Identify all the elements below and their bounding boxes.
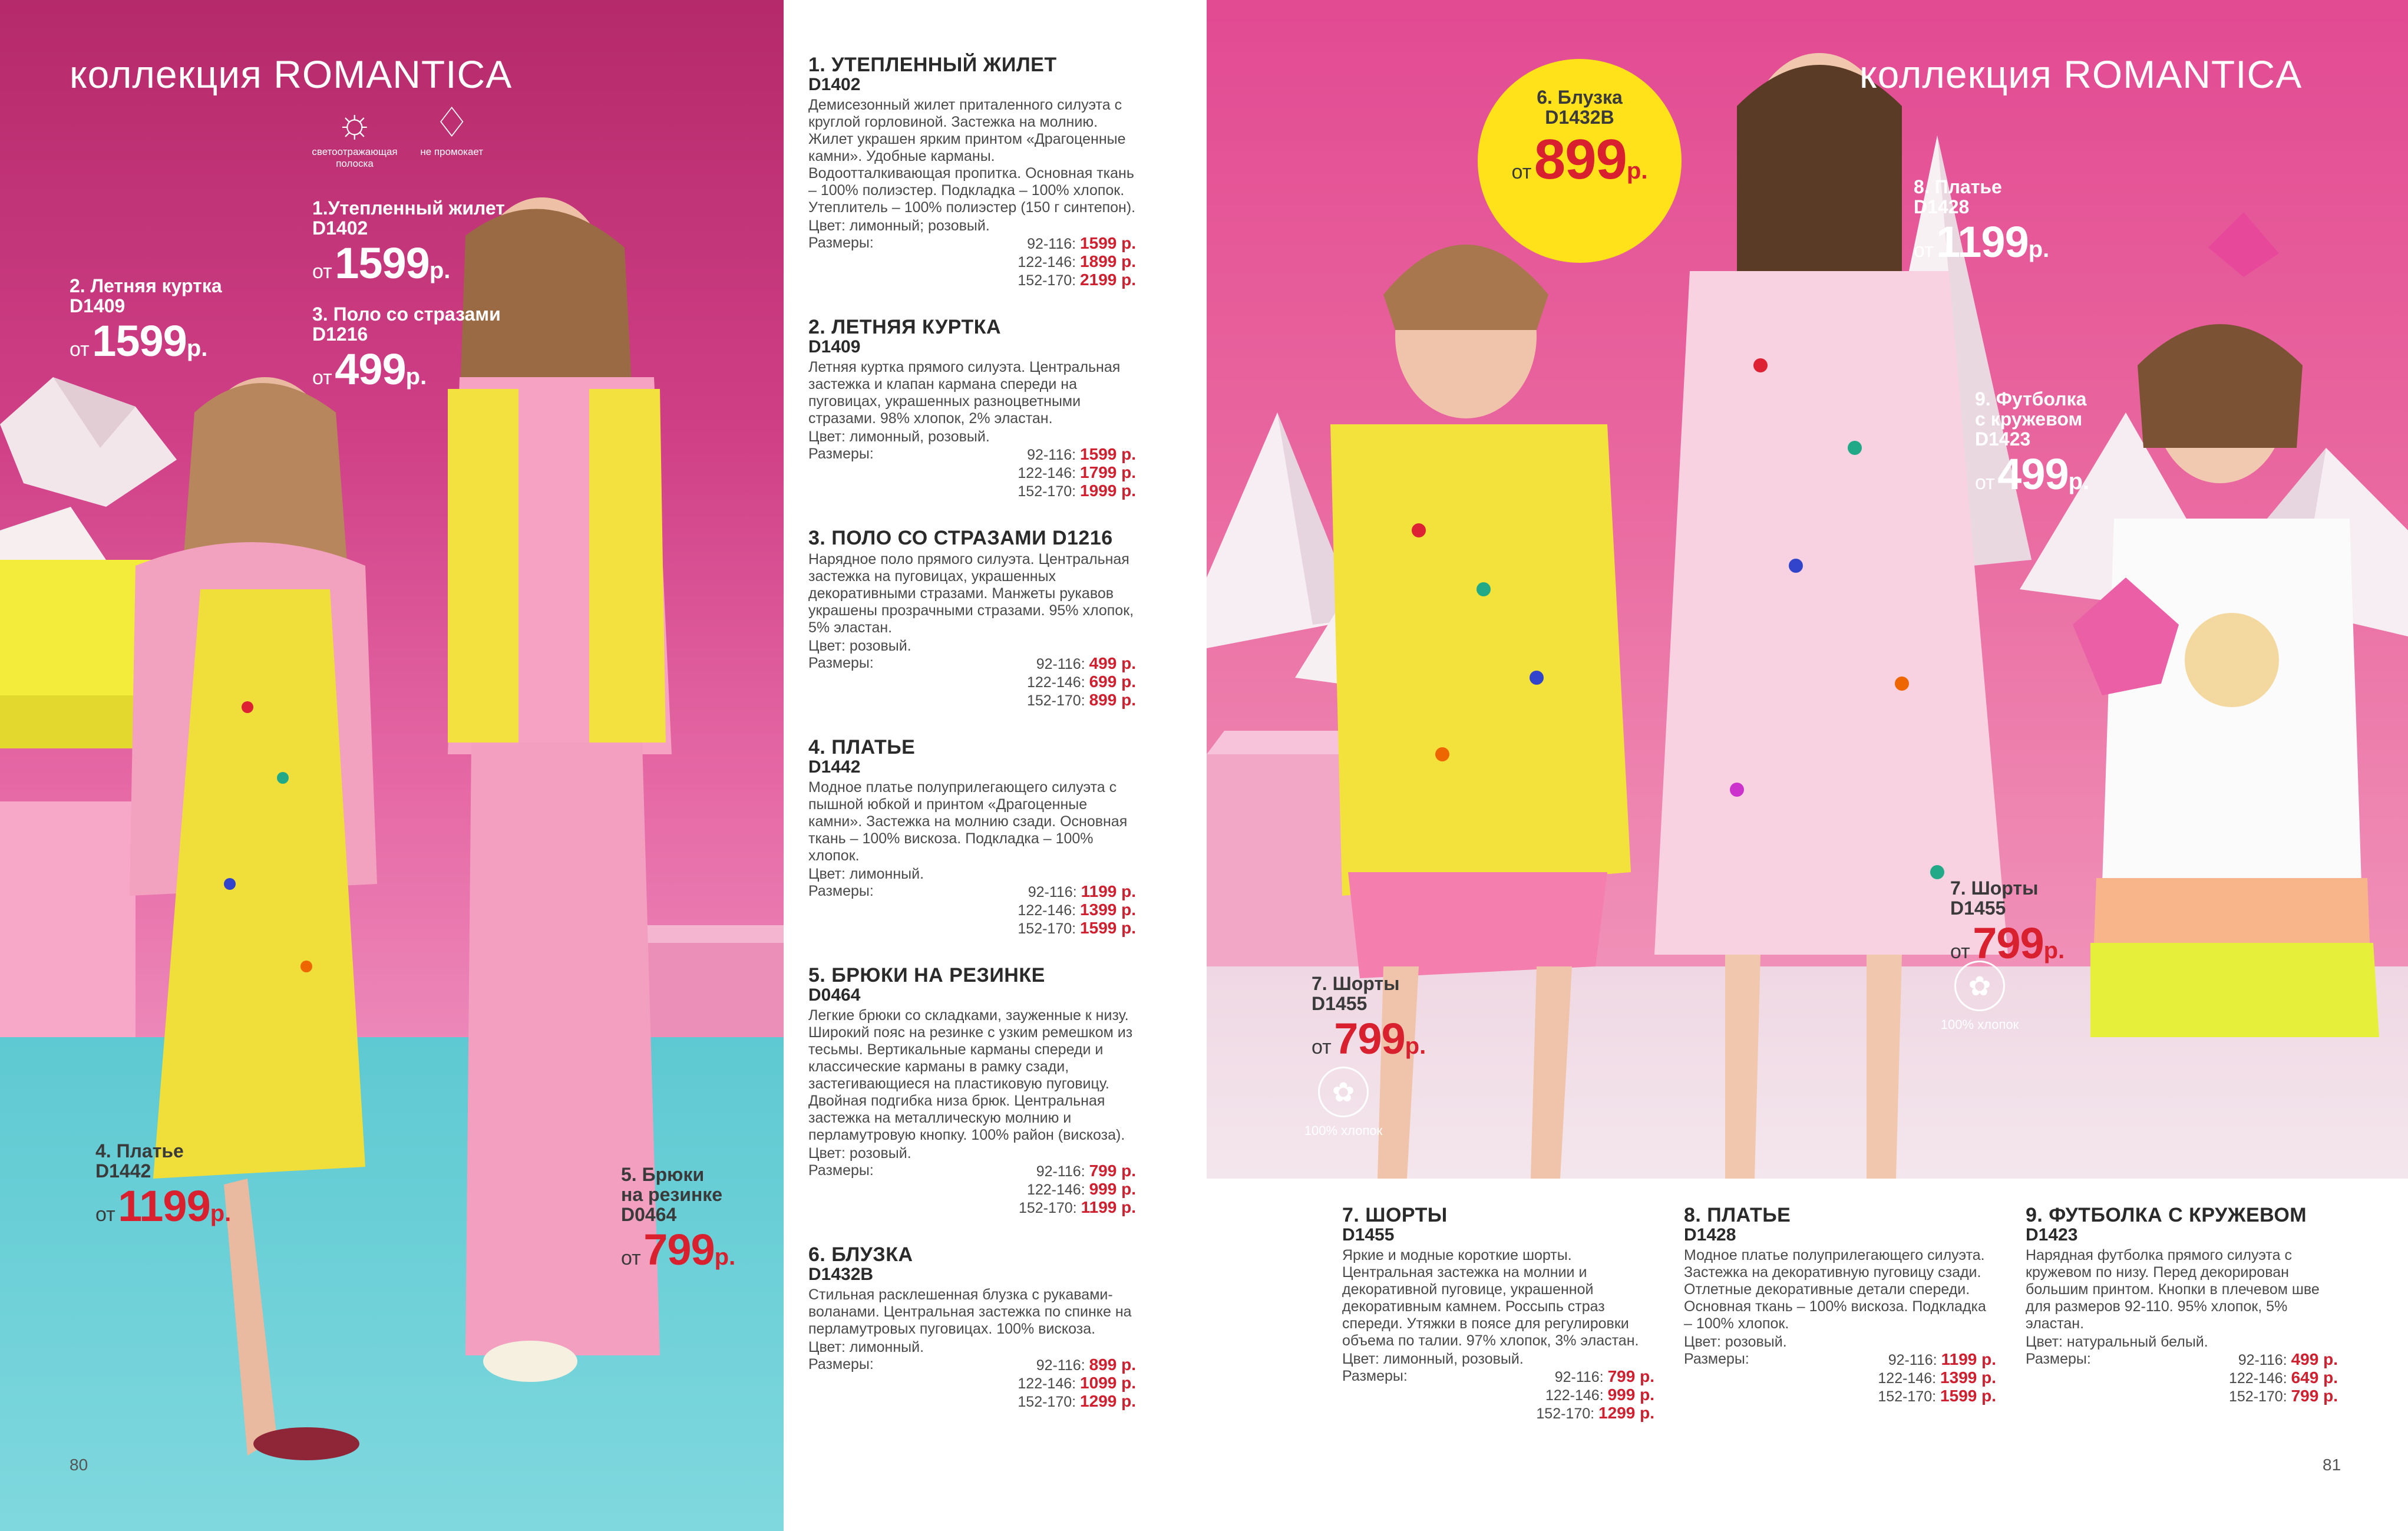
product-tshirt [2026,1205,2338,1405]
size-table [808,1162,1136,1217]
tag-name: 9. Футболка [1975,388,2087,410]
tag-price: 499 [1997,450,2069,499]
tag-currency: р. [1405,1033,1426,1059]
size-range: 152-170: [1878,1388,1937,1405]
size-row [1018,271,1136,289]
size-row [1019,1162,1136,1180]
size-range: 152-170: [1018,920,1076,937]
size-price: 1099 р. [1080,1374,1136,1392]
size-row [1018,482,1136,500]
product-code: D1409 [808,337,861,357]
product-description: Модное платье полуприлегающего силуэта с пышной юбкой и принтом «Драгоценные камни». Застежка на молнию сзади. Основная ткань – 100% вискоза. Подкладка – 100% хлопок. [808,779,1128,864]
size-row [1018,883,1136,901]
tag-from: от [70,338,90,361]
size-range: 122-146: [1026,1182,1085,1198]
size-range: 122-146: [1018,254,1076,270]
product-color: Цвет: розовый. [808,1145,911,1162]
size-range: 92-116: [1888,1352,1937,1368]
product-title: 1. УТЕПЛЕННЫЙ ЖИЛЕТ [808,54,1057,76]
tag-code: D1442 [95,1160,151,1182]
tag-currency: р. [210,1200,232,1226]
product-title: 7. ШОРТЫ [1342,1204,1448,1226]
tag-name: 3. Поло со стразами [312,303,501,325]
tag-code: D1455 [1950,898,2006,919]
tag-price: 799 [1334,1014,1405,1063]
size-range: 122-146: [1026,674,1085,691]
size-price: 2199 р. [1080,270,1136,289]
tag-name: 5. Брюки [621,1164,705,1185]
product-color: Цвет: лимонный, розовый. [1342,1351,1524,1367]
price-tag-shorts-left [1312,974,1426,1064]
tag-code: D1423 [1975,428,2031,450]
cotton-label: 100% хлопок [1304,1123,1383,1138]
product-code: D1428 [1684,1225,1736,1245]
size-price: 1199 р. [1941,1350,1996,1368]
size-range: 152-170: [1018,1394,1076,1410]
size-table [2026,1351,2338,1405]
tag-name: 4. Платье [95,1140,184,1162]
size-range: 122-146: [2228,1370,2287,1387]
size-range: 152-170: [1026,692,1085,709]
tag-name-line2: на резинке [621,1184,723,1205]
tag-price: 899 [1534,128,1627,191]
size-table [808,655,1136,710]
size-row [1878,1351,1996,1369]
size-row [1018,1356,1136,1374]
price-tag-vest [312,198,505,288]
size-price: 649 р. [2291,1368,2338,1387]
product-title: 9. ФУТБОЛКА С КРУЖЕВОМ [2026,1204,2307,1226]
product-description: Яркие и модные короткие шорты. Центральная застежка на молнии и декоративной пуговице, украшенной декоративным камнем. Россыпь страз спереди. Утяжки в поясе для регулировки объема по талии. 97% хлопок, 3% эластан. [1342,1247,1639,1349]
sizes-label: Размеры: [808,655,874,671]
price-tag-jacket [70,276,222,366]
cotton-icon: ✿ [1954,961,2005,1011]
price-tag-shorts-right [1950,878,2065,968]
waterproof-label: не промокает [420,146,484,157]
sizes-label: Размеры: [2026,1351,2091,1367]
tag-currency: р. [186,335,208,361]
size-price: 1199 р. [1081,882,1136,900]
size-range: 92-116: [1027,447,1076,463]
size-row [2229,1369,2338,1387]
tag-name: 6. Блузка [1537,87,1623,108]
size-price: 1799 р. [1080,463,1136,481]
product-code: D0464 [808,985,861,1005]
product-color: Цвет: розовый. [1684,1334,1787,1350]
size-row [1018,464,1136,482]
tag-from: от [1312,1036,1332,1058]
product-dress-8 [1684,1205,1996,1405]
reflective-feature [308,99,402,170]
cotton-icon: ✿ [1318,1067,1369,1117]
size-row [1018,235,1136,253]
product-title: 8. ПЛАТЬЕ [1684,1204,1791,1226]
size-range: 152-170: [1018,1200,1077,1216]
size-row [1018,1374,1136,1393]
lightbulb-icon: ☼ [335,100,374,146]
product-color: Цвет: розовый. [808,638,911,654]
size-row [1536,1404,1654,1423]
sizes-label: Размеры: [808,446,874,462]
header-right: коллекция ROMANTICA [1859,52,2303,96]
price-tag-tshirt [1975,389,2089,499]
size-price: 1299 р. [1598,1404,1654,1422]
tag-name: 2. Летняя куртка [70,275,222,296]
tag-from: от [1950,941,1970,963]
product-color: Цвет: натуральный белый. [2026,1334,2208,1350]
size-row [1536,1368,1654,1386]
size-price: 1999 р. [1080,481,1136,500]
product-code: D1423 [2026,1225,2078,1245]
tag-currency: р. [405,364,427,390]
product-code: D1442 [808,757,861,777]
size-price: 899 р. [1089,691,1136,709]
price-tag-dress-8 [1914,177,2049,267]
size-row [1878,1369,1996,1387]
tag-price: 799 [643,1225,715,1274]
size-price: 1199 р. [1081,1198,1136,1216]
size-range: 92-116: [1036,1163,1085,1180]
size-range: 152-170: [1018,272,1076,289]
page-number-left: 80 [70,1456,88,1474]
product-color: Цвет: лимонный. [808,1339,924,1355]
size-range: 152-170: [1536,1405,1595,1422]
tag-from: от [1914,239,1934,262]
tag-from: от [312,367,332,389]
size-table [808,1356,1136,1411]
product-column-left [808,54,1136,1438]
size-row [1027,655,1136,673]
size-range: 122-146: [1545,1387,1604,1404]
size-row [2229,1351,2338,1369]
tag-price: 799 [1973,919,2044,968]
price-tag-polo [312,304,501,394]
tag-name: 8. Платье [1914,176,2002,197]
size-range: 122-146: [1878,1370,1937,1387]
product-trousers [808,965,1136,1217]
product-description: Демисезонный жилет приталенного силуэта с круглой горловиной. Застежка на молнию. Жилет украшен ярким принтом «Драгоценные камни». Удобные карманы. Водоотталкивающая пропитка. Основная ткань – 100% полиэстер. Подкладка – 100% хлопок. Утеплитель – 100% полиэстер (150 г синтепон). [808,97,1136,216]
price-badge-blouse [1478,59,1682,263]
tag-name-line2: с кружевом [1975,408,2083,430]
size-price: 1899 р. [1080,252,1136,270]
tag-price: 1599 [335,239,430,288]
tag-price: 1199 [118,1182,210,1230]
tag-name: 7. Шорты [1312,973,1400,994]
size-table [1684,1351,1996,1405]
product-vest [808,54,1136,289]
price-tag-trousers [621,1164,735,1275]
product-description: Летняя куртка прямого силуэта. Центральная застежка и клапан кармана спереди на пуговицах, украшенных разноцветными стразами. 98% хлопок, 2% эластан. [808,359,1121,427]
tag-name: 1.Утепленный жилет [312,197,505,219]
size-range: 92-116: [1036,1357,1085,1374]
header-left: коллекция ROMANTICA [70,52,513,96]
tag-code: D0464 [621,1204,677,1225]
product-title: 3. ПОЛО СО СТРАЗАМИ D1216 [808,527,1113,549]
feature-icons [308,99,499,170]
product-shorts [1342,1205,1654,1423]
sizes-label: Размеры: [808,1356,874,1372]
size-row [1018,1393,1136,1411]
product-description: Стильная расклешенная блузка с рукавами-воланами. Центральная застежка по спинке на перламутровых пуговицах. 100% вискоза. [808,1286,1132,1337]
cotton-badge-left [1296,1067,1390,1139]
product-dress [808,737,1136,938]
size-range: 92-116: [1028,884,1077,900]
reflective-label: светоотражающая полоска [312,146,398,169]
product-description: Нарядное поло прямого силуэта. Центральная застежка на пуговицах, украшенных декоративными стразами. Манжеты рукавов украшены прозрачными стразами. 95% хлопок, 5% эластан. [808,551,1134,636]
product-color: Цвет: лимонный; розовый. [808,217,990,234]
tag-price: 499 [335,345,406,394]
cotton-badge-right [1933,961,2027,1032]
tag-currency: р. [714,1244,736,1270]
size-price: 1299 р. [1080,1392,1136,1410]
size-range: 152-170: [1018,483,1076,500]
size-row [1018,901,1136,919]
product-polo [808,527,1136,710]
size-row [1018,253,1136,271]
product-code: D1432B [808,1265,874,1284]
sizes-label: Размеры: [808,883,874,899]
size-range: 122-146: [1018,902,1076,919]
size-price: 699 р. [1089,672,1136,691]
product-title: 5. БРЮКИ НА РЕЗИНКЕ [808,964,1045,986]
size-price: 1599 р. [1080,234,1136,252]
size-range: 92-116: [1554,1369,1604,1385]
size-price: 1599 р. [1080,445,1136,463]
tag-from: от [95,1203,115,1226]
product-jacket [808,316,1136,500]
waterproof-feature [405,99,499,158]
product-description: Нарядная футболка прямого силуэта с кружевом по низу. Перед декорирован большим принтом. Кнопки в плечевом шве для размеров 92-110. 95% хлопок, 5% эластан. [2026,1247,2320,1332]
product-title: 6. БЛУЗКА [808,1243,913,1266]
tag-price: 1199 [1936,217,2029,266]
price-tag-blouse [1478,59,1682,192]
tag-code: D1402 [312,217,368,239]
size-row [2229,1387,2338,1405]
tag-currency: р. [429,258,451,283]
tag-code: D1216 [312,324,368,345]
product-title: 2. ЛЕТНЯЯ КУРТКА [808,316,1002,338]
sizes-label: Размеры: [1684,1351,1749,1367]
tag-from: от [312,260,332,283]
tag-currency: р. [2043,938,2065,964]
sizes-label: Размеры: [808,235,874,251]
product-code: D1402 [808,75,861,94]
product-description: Легкие брюки со складками, зауженные к низу. Широкий пояс на резинке с узким ремешком из тесьмы. Вертикальные карманы спереди и классические карманы в рамку сзади, застегивающиеся на пластиковую пуговицу. Двойная подгибка низа брюк. Центральная застежка на металлическую молнию и перламутровую кнопку. 100% район (вискоза). [808,1007,1133,1143]
tag-currency: р. [2068,468,2090,494]
product-blouse [808,1244,1136,1411]
size-price: 1599 р. [1080,919,1136,937]
product-color: Цвет: лимонный, розовый. [808,428,990,445]
size-row [1536,1386,1654,1404]
tag-code: D1428 [1914,196,1970,217]
size-row [1027,673,1136,691]
tag-from: от [1511,161,1532,183]
size-price: 1399 р. [1940,1368,1996,1387]
size-price: 799 р. [1607,1367,1654,1385]
tag-from: от [621,1247,641,1269]
tag-price: 1599 [92,316,187,365]
size-price: 999 р. [1607,1385,1654,1404]
tag-from: от [1975,471,1995,494]
product-title: 4. ПЛАТЬЕ [808,736,916,758]
tag-code: D1432B [1545,107,1614,128]
product-description: Модное платье полуприлегающего силуэта. Застежка на декоративную пуговицу сзади. Отлетные декоративные детали спереди. Основная ткань – 100% вискоза. Подкладка – 100% хлопок. [1684,1247,1986,1332]
tag-code: D1409 [70,295,125,316]
size-table [808,446,1136,500]
size-price: 499 р. [1089,654,1136,672]
size-price: 499 р. [2291,1350,2338,1368]
sizes-label: Размеры: [1342,1368,1408,1384]
product-code: D1455 [1342,1225,1395,1245]
size-price: 1599 р. [1940,1387,1996,1405]
size-range: 122-146: [1018,465,1076,481]
page-number-right: 81 [2323,1456,2341,1474]
tag-currency: р. [1626,158,1648,184]
size-price: 799 р. [2291,1387,2338,1405]
size-row [1019,1180,1136,1199]
size-range: 92-116: [2238,1352,2287,1368]
size-price: 799 р. [1089,1162,1136,1180]
size-price: 899 р. [1089,1355,1136,1374]
size-row [1027,691,1136,710]
size-table [808,235,1136,289]
size-table [1342,1368,1654,1423]
tag-code: D1455 [1312,993,1367,1014]
tag-currency: р. [2028,236,2050,262]
product-color: Цвет: лимонный. [808,866,924,882]
sizes-label: Размеры: [808,1162,874,1179]
size-row [1018,446,1136,464]
size-range: 92-116: [1027,236,1076,252]
size-row [1019,1199,1136,1217]
size-range: 92-116: [1036,656,1085,672]
size-table [808,883,1136,938]
price-tag-dress [95,1141,231,1231]
size-row [1018,919,1136,938]
size-price: 1399 р. [1080,900,1136,919]
drop-icon: ♢ [433,100,471,146]
cotton-label: 100% хлопок [1940,1017,2019,1032]
size-range: 122-146: [1018,1375,1076,1392]
size-row [1878,1387,1996,1405]
size-price: 999 р. [1089,1180,1136,1198]
size-range: 152-170: [2228,1388,2287,1405]
tag-name: 7. Шорты [1950,877,2039,899]
